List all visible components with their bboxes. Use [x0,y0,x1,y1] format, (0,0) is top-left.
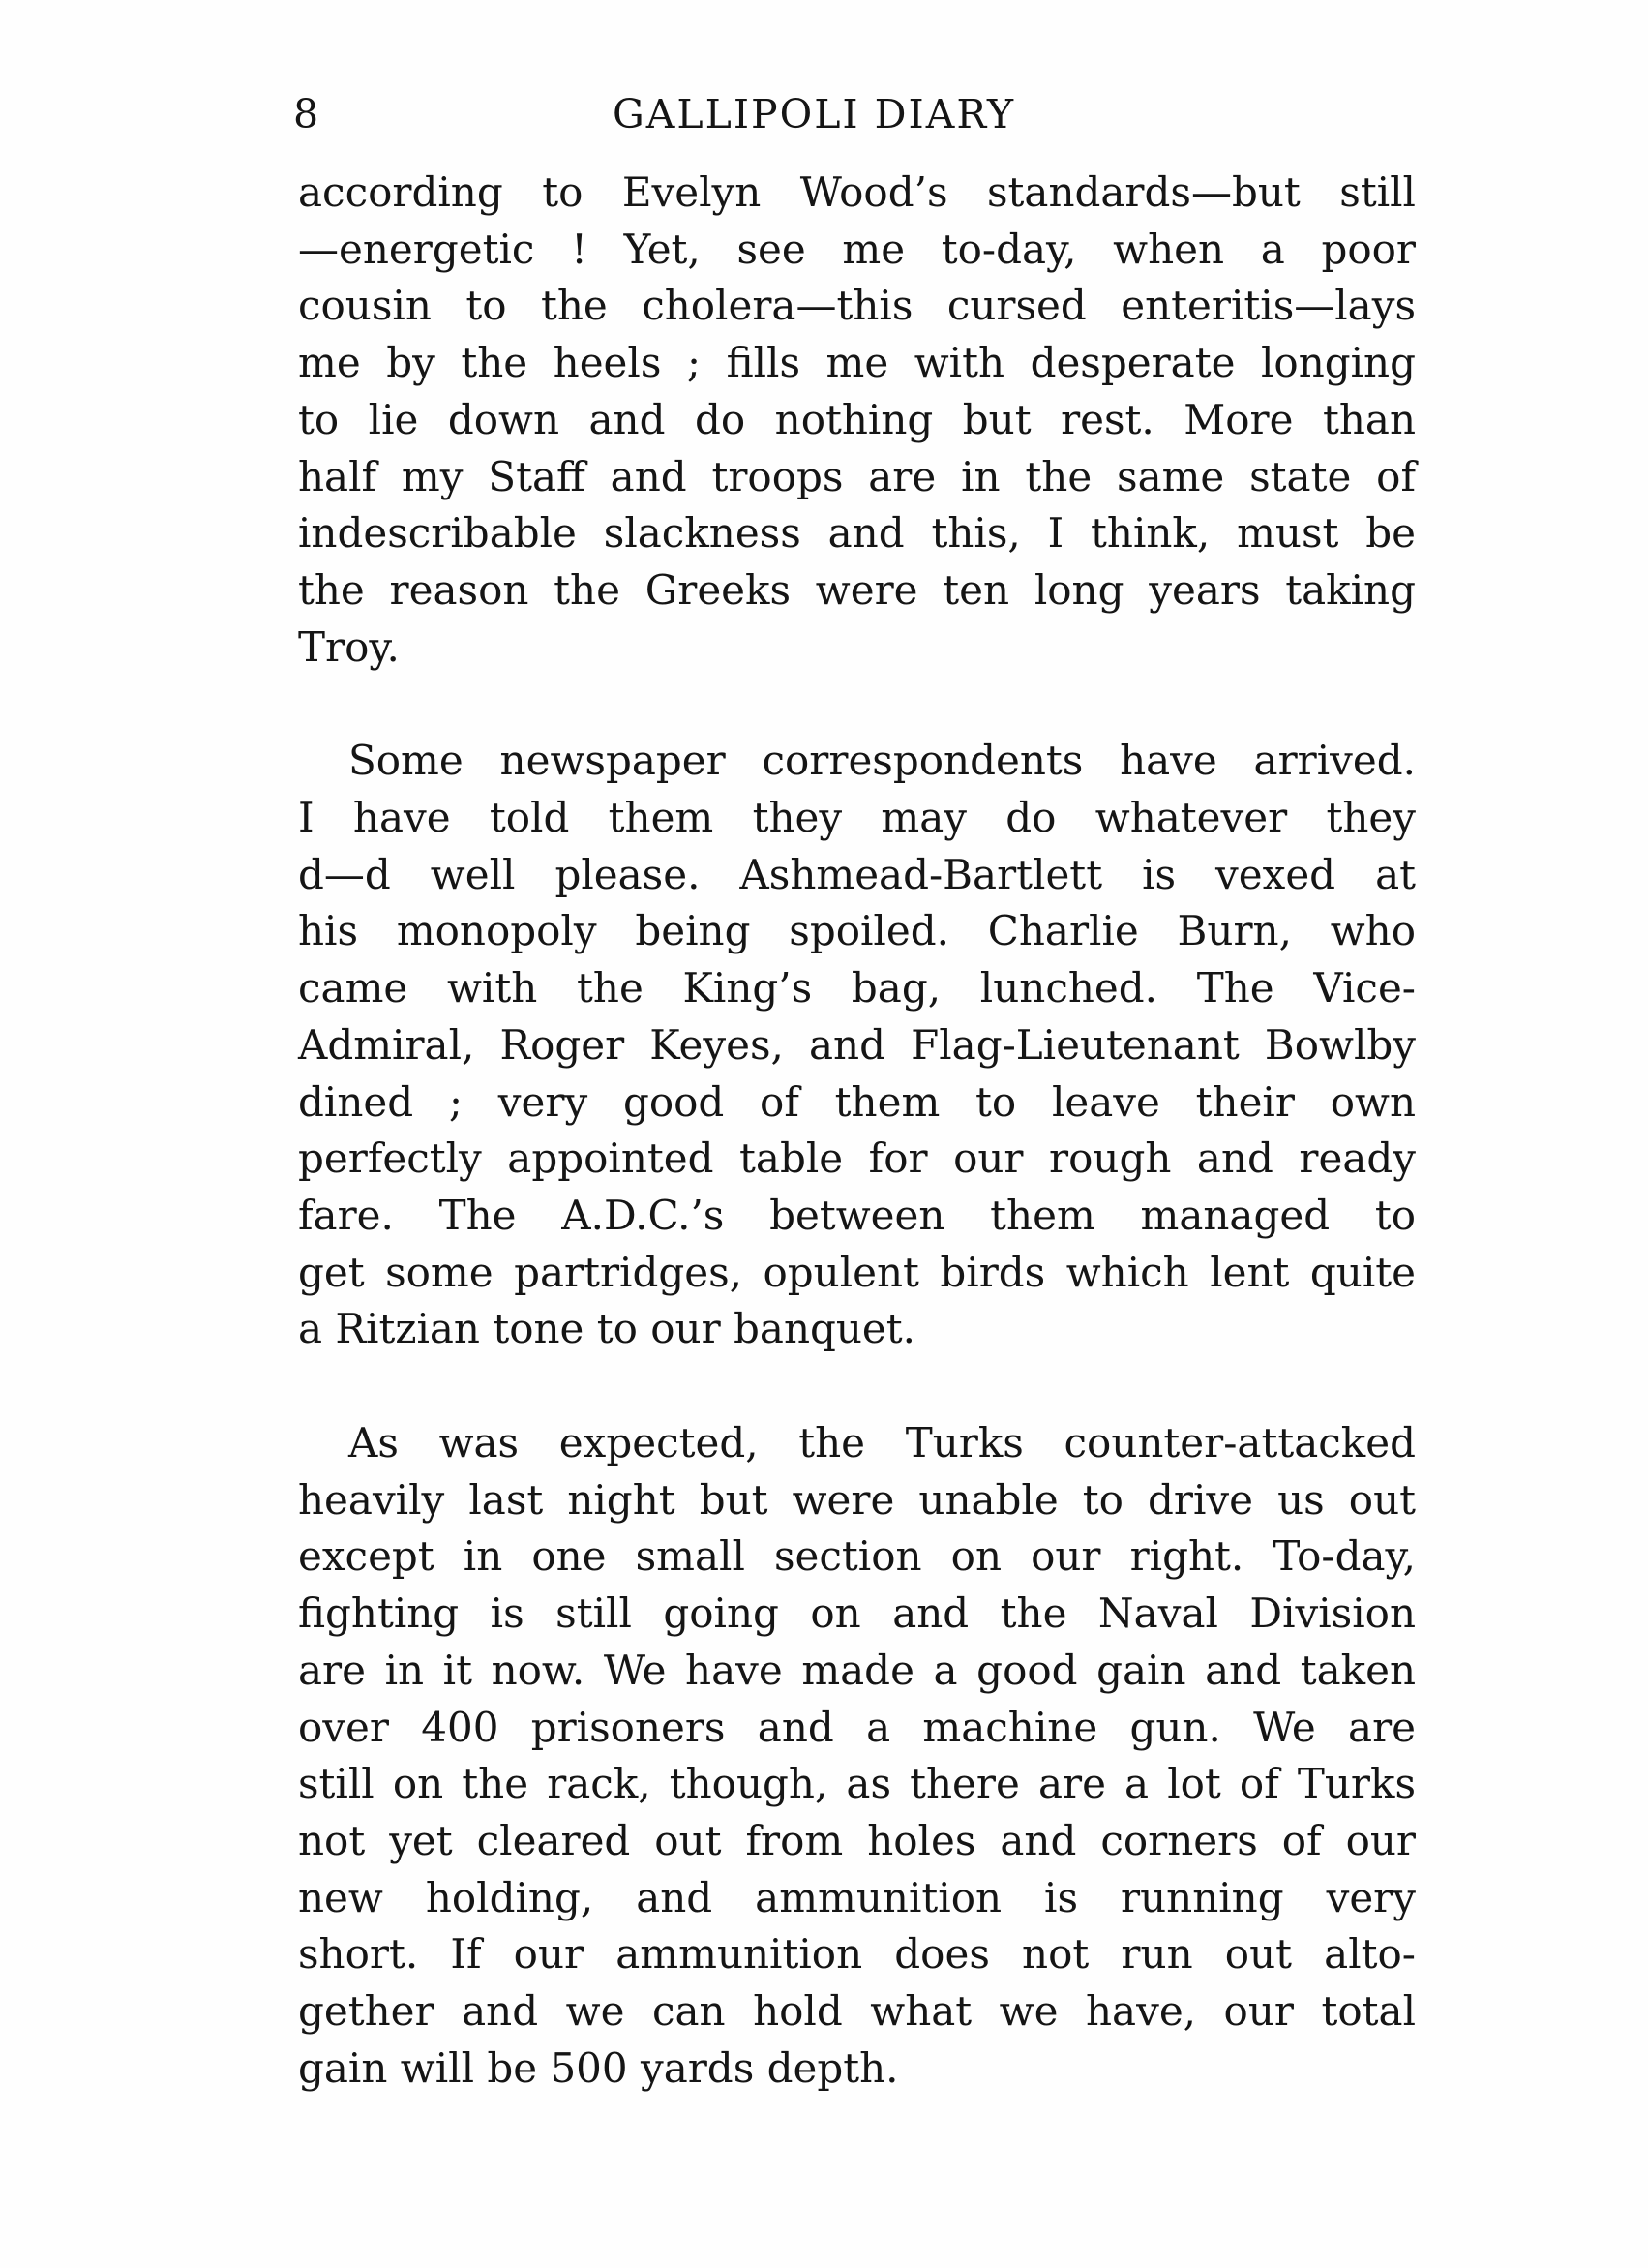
text-line: cousin to the cholera—this cursed enteritis—lays [298,282,1416,330]
text-line: to lie down and do nothing but rest. More than [298,395,1416,443]
text-line: get some partridges, opulent birds which lent quite [298,1248,1416,1296]
text-line: me by the heels ; fills me with desperate longing [298,339,1416,387]
paragraph-1 [298,165,1416,676]
text-line: indescribable slackness and this, I think, must be [298,509,1416,558]
text-line: except in one small section on our right. To-day, [298,1532,1416,1581]
text-line: the reason the Greeks were ten long years taking [298,565,1416,614]
text-line: came with the King’s bag, lunched. The Vice- [298,964,1416,1013]
paragraph-gap [298,676,1416,733]
paragraph-3 [298,1415,1416,2097]
text-line: his monopoly being spoiled. Charlie Burn, who [298,907,1416,955]
text-line: Troy. [298,622,400,671]
running-title: GALLIPOLI DIARY [613,91,1016,137]
text-line: dined ; very good of them to leave their own [298,1077,1416,1126]
text-line: As was expected, the Turks counter-attacked [348,1419,1416,1467]
text-line: gain will be 500 yards depth. [298,2043,899,2092]
text-line: I have told them they may do whatever they [298,794,1416,842]
text-line: still on the rack, though, as there are a lot of Turks [298,1760,1416,1808]
text-line: perfectly appointed table for our rough and ready [298,1134,1416,1183]
text-line: short. If our ammunition does not run out alto- [298,1930,1416,1979]
text-line: according to Evelyn Wood’s standards—but still [298,168,1416,216]
text-line: are in it now. We have made a good gain and taken [298,1646,1416,1694]
text-line: half my Staff and troops are in the same state of [298,452,1416,500]
text-line: over 400 prisoners and a machine gun. We are [298,1703,1416,1751]
text-line: heavily last night but were unable to drive us out [298,1475,1416,1524]
text-line: —energetic ! Yet, see me to-day, when a poor [298,225,1416,273]
body-text [298,165,1416,2098]
text-line: a Ritzian tone to our banquet. [298,1305,916,1353]
text-line: d—d well please. Ashmead-Bartlett is vexed at [298,850,1416,898]
text-line: not yet cleared out from holes and corners of our [298,1816,1416,1864]
text-line: Some newspaper correspondents have arrived. [348,737,1416,785]
page-number: 8 [293,91,319,137]
text-line: Admiral, Roger Keyes, and Flag-Lieutenant Bowlby [298,1020,1416,1069]
text-line: fare. The A.D.C.’s between them managed to [298,1191,1416,1239]
paragraph-gap [298,1358,1416,1415]
paragraph-2 [298,733,1416,1358]
text-line: fighting is still going on and the Naval Division [298,1589,1416,1638]
text-line: new holding, and ammunition is running very [298,1873,1416,1921]
text-line: gether and we can hold what we have, our total [298,1987,1416,2036]
running-head [293,85,1416,143]
